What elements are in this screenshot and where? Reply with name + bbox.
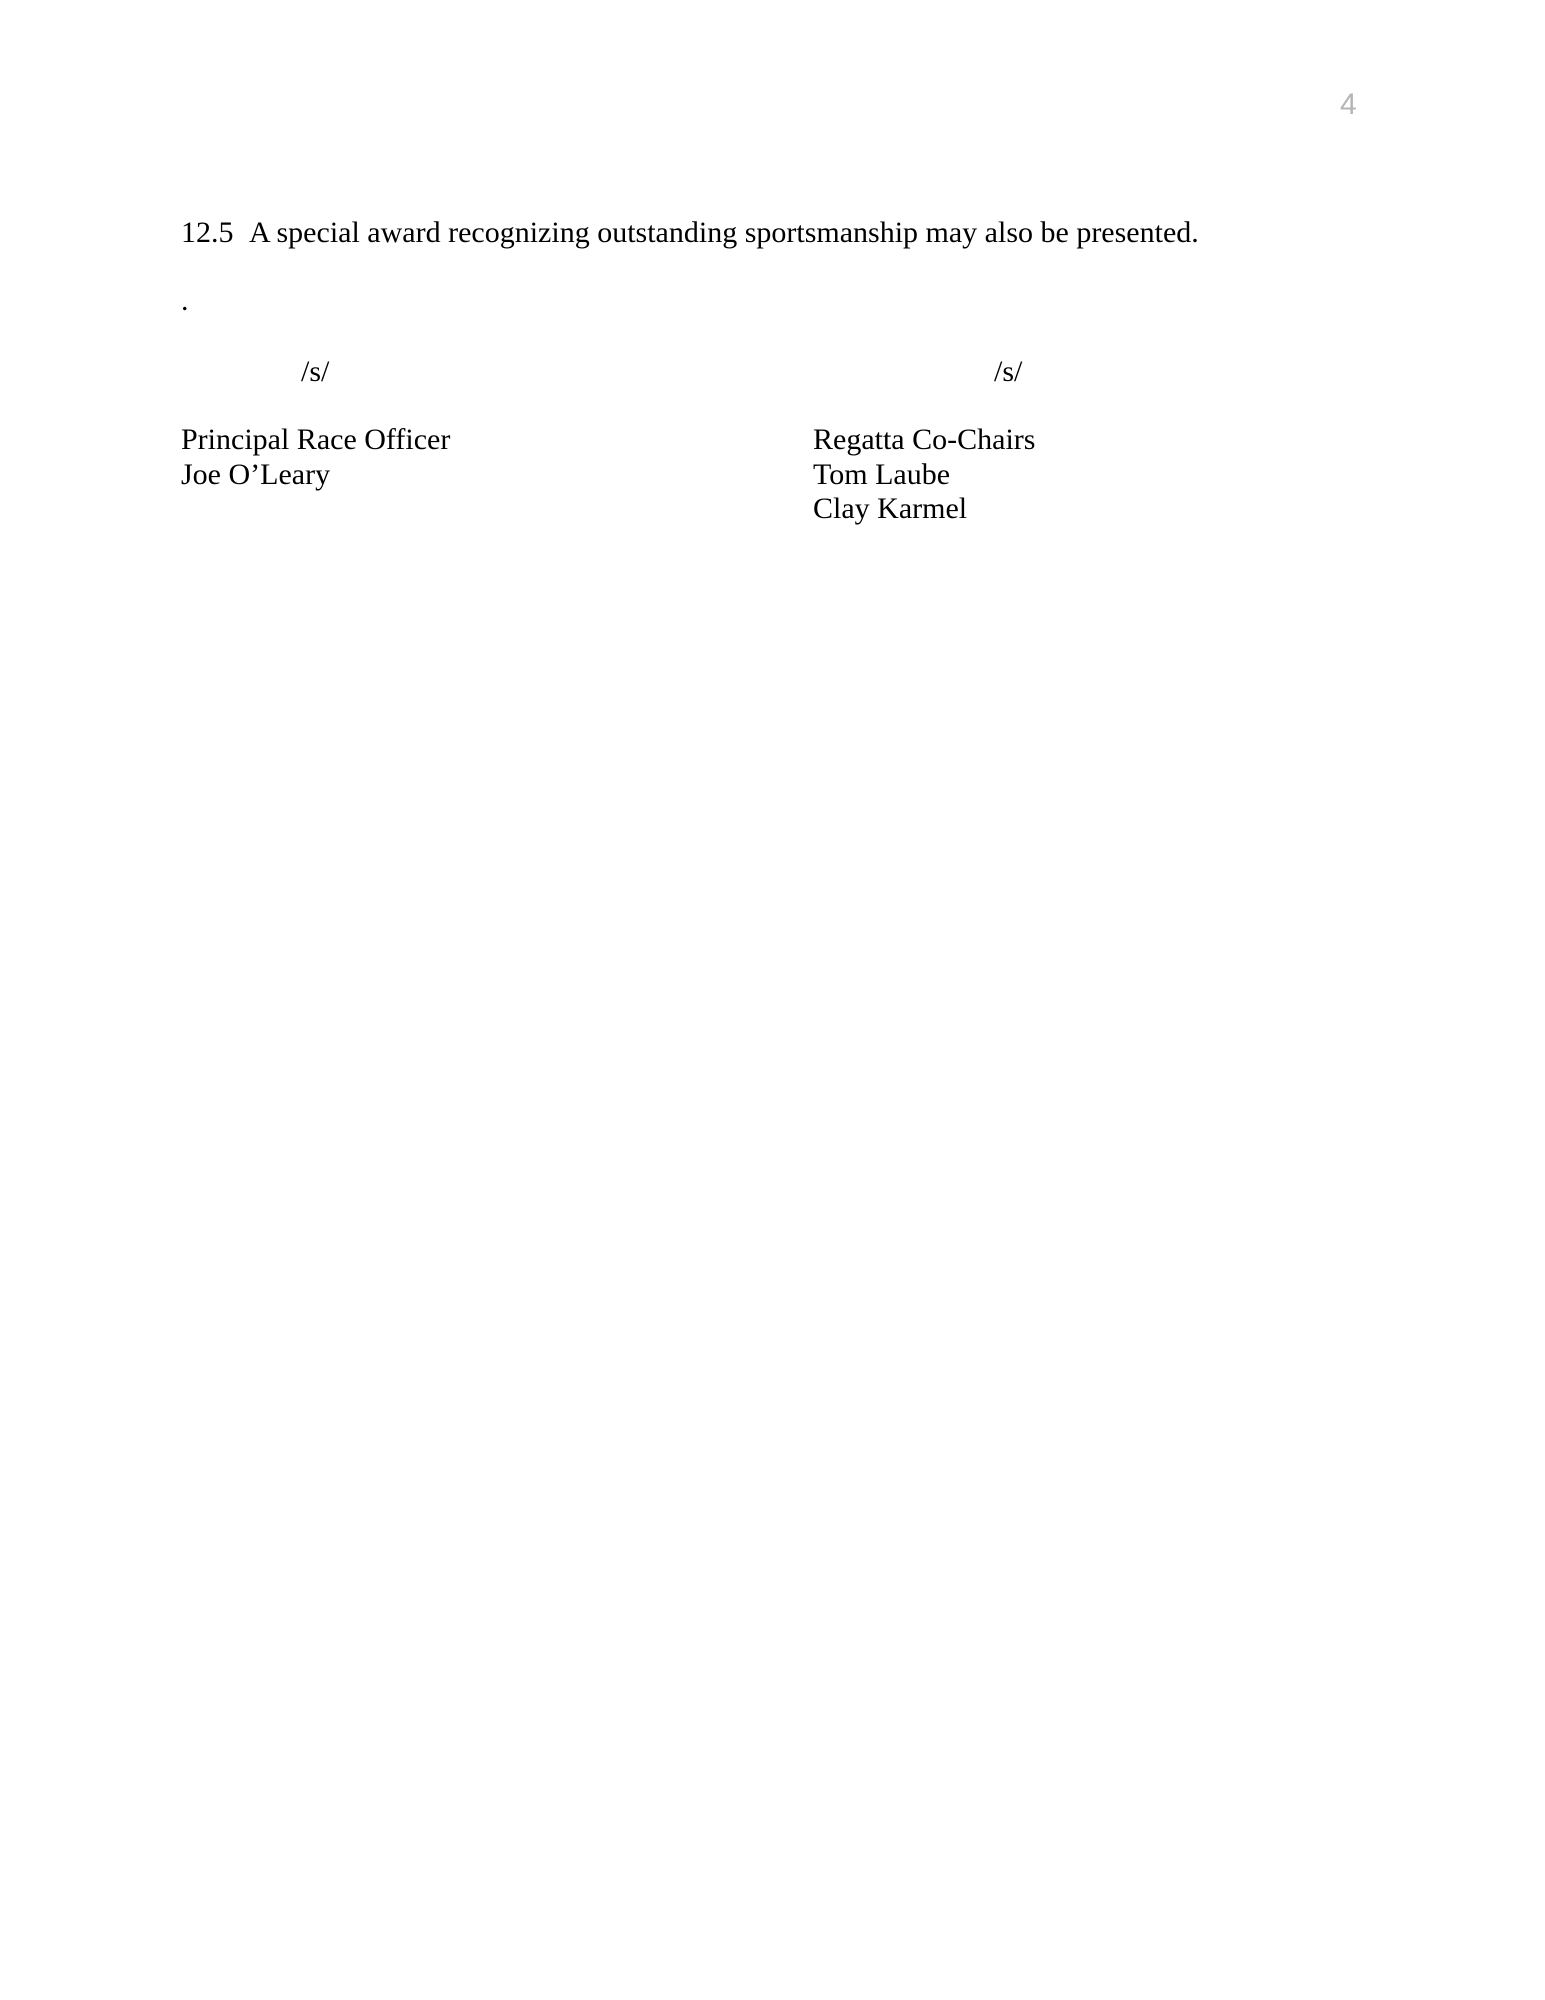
- section-text: A special award recognizing outstanding sportsmanship may also be presented.: [249, 216, 1199, 249]
- signatory-name: Joe O’Leary: [181, 457, 331, 491]
- section-number: 12.5: [181, 216, 234, 249]
- signatory-name: Clay Karmel: [813, 492, 968, 525]
- left-signature-block: [181, 423, 450, 492]
- left-signature-mark: /s/: [301, 355, 330, 388]
- signatory-title: Principal Race Officer: [181, 423, 451, 456]
- page-number: 4: [1340, 88, 1357, 121]
- right-signature-block: [813, 423, 1035, 527]
- right-signature-mark: /s/: [994, 355, 1023, 388]
- stray-period: .: [181, 284, 189, 317]
- signatory-title: Regatta Co-Chairs: [813, 423, 1036, 456]
- signatory-name: Tom Laube: [813, 457, 951, 491]
- section-12-5-paragraph: [181, 215, 1199, 251]
